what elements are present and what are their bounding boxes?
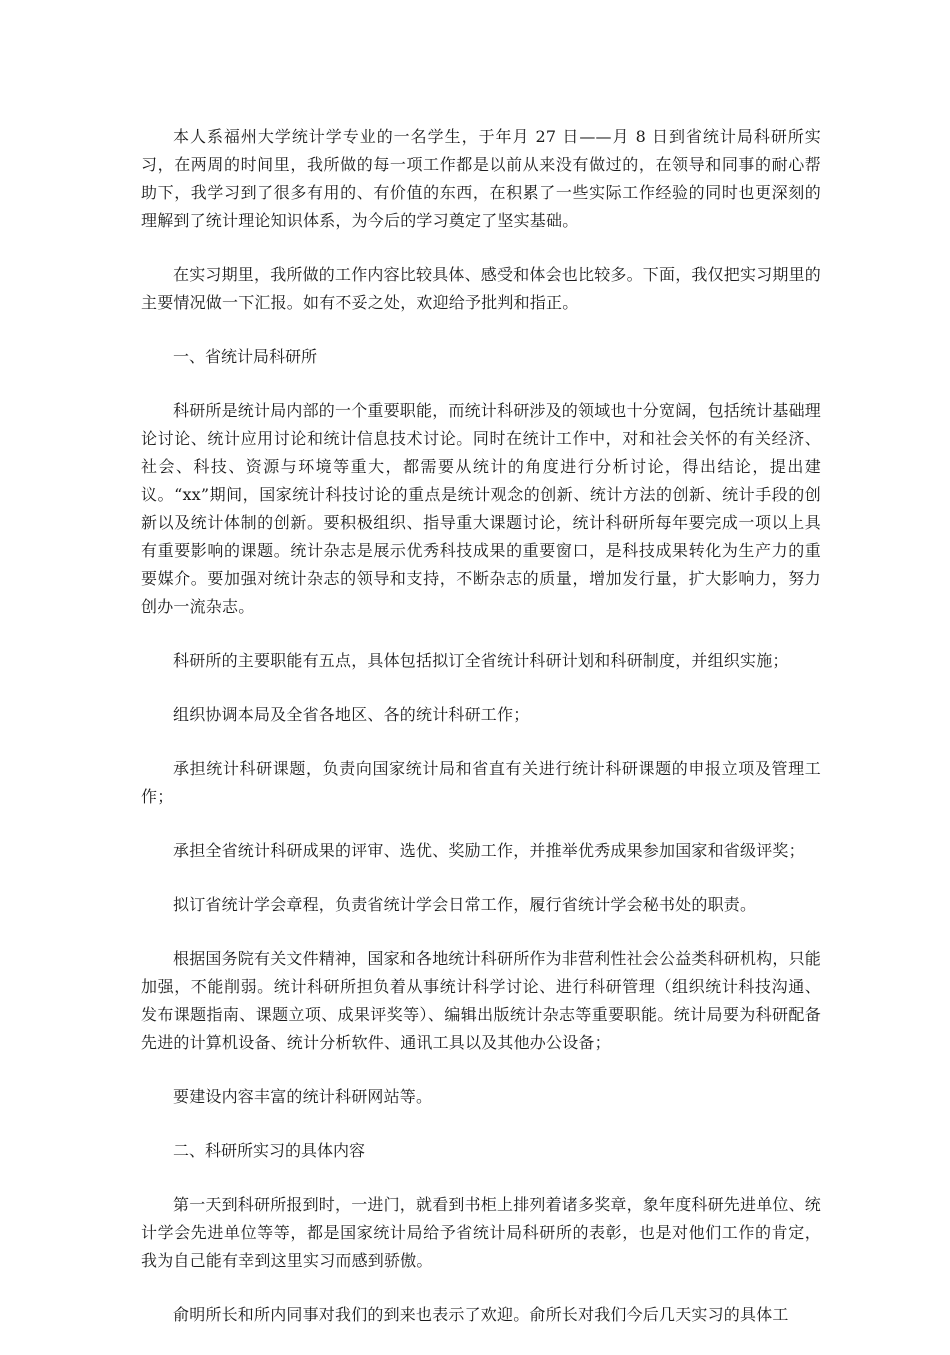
section-heading-2: 二、科研所实习的具体内容 [173,1141,366,1160]
paragraph-website: 要建设内容丰富的统计科研网站等。 [173,1087,433,1106]
paragraph-functions-4: 承担全省统计科研成果的评审、选优、奖励工作，并推举优秀成果参加国家和省级评奖； [173,841,805,860]
paragraph-first-day: 第一天到科研所报到时，一进门，就看到书柜上排列着诸多奖章，象年度科研先进单位、统计学会先进单位等等，都是国家统计局给予省统计局科研所的表彰，也是对他们工作的肯定，我为自己能有幸到这里实习而感到骄傲。 [141,1195,822,1270]
paragraph-welcome: 俞明所长和所内同事对我们的到来也表示了欢迎。俞所长对我们今后几天实习的具体工 [173,1305,789,1324]
section-heading-1: 一、省统计局科研所 [173,347,318,366]
paragraph-institute-description: 科研所是统计局内部的一个重要职能，而统计科研涉及的领域也十分宽阔，包括统计基础理论讨论、统计应用讨论和统计信息技术讨论。同时在统计工作中，对和社会关怀的有关经济、社会、科技、资源与环境等重大，都需要从统计的角度进行分析讨论，得出结论，提出建议。“xx”期间，国家统计科技讨论的重点是统计观念的创新、统计方法的创新、统计手段的创新以及统计体制的创新。要积极组织、指导重大课题讨论，统计科研所每年要完成一项以上具有重要影响的课题。统计杂志是展示优秀科技成果的重要窗口，是科技成果转化为生产力的重要媒介。要加强对统计杂志的领导和支持，不断杂志的质量，增加发行量，扩大影响力，努力创办一流杂志。 [141,401,822,616]
paragraph-functions-1: 科研所的主要职能有五点，具体包括拟订全省统计科研计划和科研制度，并组织实施； [173,651,789,670]
paragraph-functions-5: 拟订省统计学会章程，负责省统计学会日常工作，履行省统计学会秘书处的职责。 [173,895,757,914]
document-body [141,123,821,1355]
paragraph-intro: 本人系福州大学统计学专业的一名学生，于年月 27 日——月 8 日到省统计局科研所实习，在两周的时间里，我所做的每一项工作都是以前从来没有做过的，在领导和同事的耐心帮助下，我学习到了很多有用的、有价值的东西，在积累了一些实际工作经验的同时也更深刻的理解到了统计理论知识体系，为今后的学习奠定了坚实基础。 [141,127,821,230]
paragraph-functions-2: 组织协调本局及全省各地区、各的统计科研工作； [173,705,530,724]
paragraph-policy: 根据国务院有关文件精神，国家和各地统计科研所作为非营利性社会公益类科研机构，只能加强，不能削弱。统计科研所担负着从事统计科学讨论、进行科研管理（组织统计科技沟通、发布课题指南、课题立项、成果评奖等）、编辑出版统计杂志等重要职能。统计局要为科研配备先进的计算机设备、统计分析软件、通讯工具以及其他办公设备； [141,949,822,1052]
paragraph-overview: 在实习期里，我所做的工作内容比较具体、感受和体会也比较多。下面，我仅把实习期里的主要情况做一下汇报。如有不妥之处，欢迎给予批判和指正。 [141,265,822,312]
paragraph-functions-3: 承担统计科研课题，负责向国家统计局和省直有关进行统计科研课题的申报立项及管理工作； [141,759,821,806]
